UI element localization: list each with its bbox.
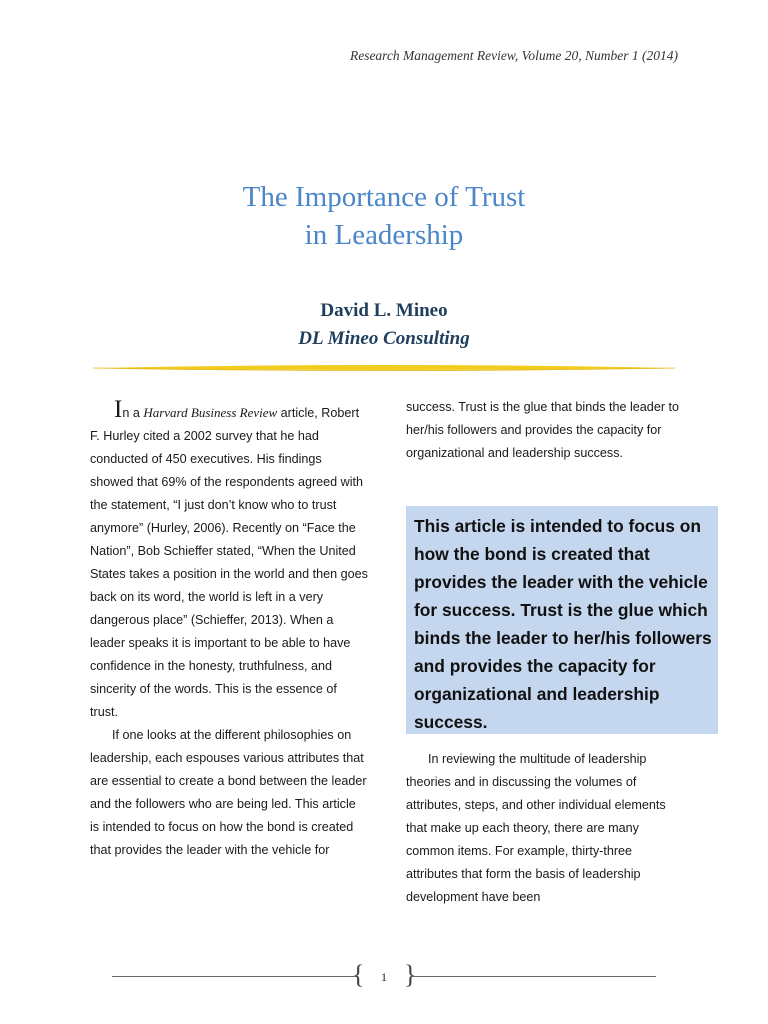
body-paragraph: If one looks at the different philosophies on leadership, each espouses various attributes that are essential to create a bond between the leader and the followers who are being led. This article is intended to focus on how the bond is created that provides the leader with the vehicle for: [90, 728, 367, 857]
intro-text-b: article, Robert F. Hurley cited a 2002 survey that he had conducted of 450 executives. His findings showed that 69% of the respondents agreed with the statement, “I just don’t know who to trust anymore” (Hurley, 2006). Recently on “Face the Nation”, Bob Schieffer stated, “When the United States takes a position in the world and then goes back on its word, the world is left in a very dangerous place” (Schieffer, 2013). When a leader speaks it is important to be able to have confidence in the honesty, truthfulness, and sincerity of the words. This is the essence of trust.: [90, 406, 368, 719]
left-column: [90, 396, 368, 862]
article-title: [0, 178, 768, 254]
decorative-rule: [93, 363, 675, 373]
journal-header: Research Management Review, Volume 20, Number 1 (2014): [349, 48, 678, 63]
pull-quote: This article is intended to focus on how the bond is created that provides the leader with the vehicle for success. Trust is the glue which binds the leader to her/his followers and provides the capacity for organizational and leadership success.: [406, 506, 718, 734]
left-brace-icon: {: [352, 960, 365, 989]
intro-text-a: n a: [122, 406, 144, 420]
footer-rule-right: [410, 976, 656, 977]
title-line-2: in Leadership: [304, 219, 464, 251]
publication-name: Harvard Business Review: [143, 405, 278, 420]
right-brace-icon: }: [404, 960, 417, 989]
author-affiliation: DL Mineo Consulting: [298, 328, 470, 349]
title-line-1: The Importance of Trust: [242, 181, 526, 213]
author-name: David L. Mineo: [320, 300, 448, 321]
intro-paragraph: [90, 396, 368, 724]
drop-cap: I: [114, 396, 123, 423]
right-column-bottom: [406, 748, 684, 909]
footer-rule-left: [112, 976, 358, 977]
body-paragraph: In reviewing the multitude of leadership theories and in discussing the volumes of attributes, steps, and other individual elements that make up each theory, there are many common items. For example, thirty-three attributes that form the basis of leadership development have been: [406, 752, 666, 904]
right-column-top: [406, 396, 684, 465]
page-number: 1: [381, 970, 387, 984]
continuation-paragraph: success. Trust is the glue that binds the leader to her/his followers and provides the capacity for organizational and leadership success.: [406, 400, 680, 460]
